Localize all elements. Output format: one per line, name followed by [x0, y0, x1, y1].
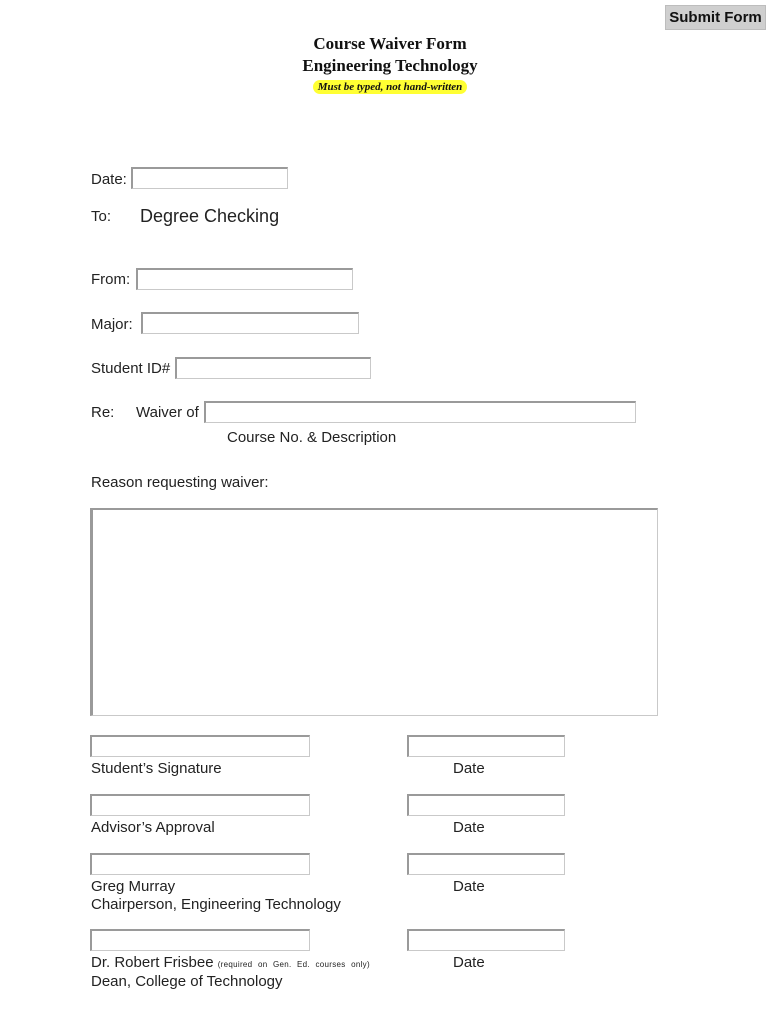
- advisor-date-label: Date: [453, 819, 485, 836]
- dean-title: Dean, College of Technology: [91, 973, 283, 990]
- student-date-label: Date: [453, 760, 485, 777]
- advisor-approval-label: Advisor’s Approval: [91, 819, 215, 836]
- advisor-date-field[interactable]: [407, 794, 565, 816]
- date-label: Date:: [91, 171, 127, 188]
- form-subtitle: Engineering Technology: [302, 56, 478, 75]
- from-label: From:: [91, 271, 131, 288]
- waiver-course-field[interactable]: [204, 401, 636, 423]
- dean-signature-field[interactable]: [90, 929, 310, 951]
- chair-title: Chairperson, Engineering Technology: [91, 896, 341, 913]
- to-value: Degree Checking: [140, 206, 280, 226]
- dean-date-field[interactable]: [407, 929, 565, 951]
- chair-name: Greg Murray: [91, 878, 176, 895]
- dean-name: Dr. Robert Frisbee: [91, 954, 214, 971]
- chair-signature-field[interactable]: [90, 853, 310, 875]
- reason-textarea[interactable]: [90, 508, 658, 716]
- submit-form-button[interactable]: Submit Form: [665, 5, 766, 30]
- to-label: To:: [91, 208, 112, 225]
- dean-required-note: (required on Gen. Ed. courses only): [217, 960, 370, 969]
- chair-date-label: Date: [453, 878, 485, 895]
- student-signature-label: Student’s Signature: [91, 760, 222, 777]
- student-id-label: Student ID#: [91, 360, 171, 377]
- student-id-field[interactable]: [175, 357, 371, 379]
- dean-name-line: [91, 954, 370, 971]
- reason-label: Reason requesting waiver:: [91, 474, 269, 491]
- course-caption: Course No. & Description: [227, 429, 397, 446]
- advisor-approval-field[interactable]: [90, 794, 310, 816]
- notice-wrapper: [0, 77, 770, 95]
- student-signature-date-field[interactable]: [407, 735, 565, 757]
- student-signature-field[interactable]: [90, 735, 310, 757]
- major-field[interactable]: [141, 312, 359, 334]
- major-label: Major:: [91, 316, 133, 333]
- typed-notice: Must be typed, not hand-written: [313, 80, 468, 94]
- re-label: Re:: [91, 404, 115, 421]
- dean-date-label: Date: [453, 954, 485, 971]
- from-field[interactable]: [136, 268, 353, 290]
- chair-date-field[interactable]: [407, 853, 565, 875]
- waiver-of-label: Waiver of: [136, 404, 199, 421]
- form-title: Course Waiver Form: [313, 34, 467, 53]
- date-field[interactable]: [131, 167, 288, 189]
